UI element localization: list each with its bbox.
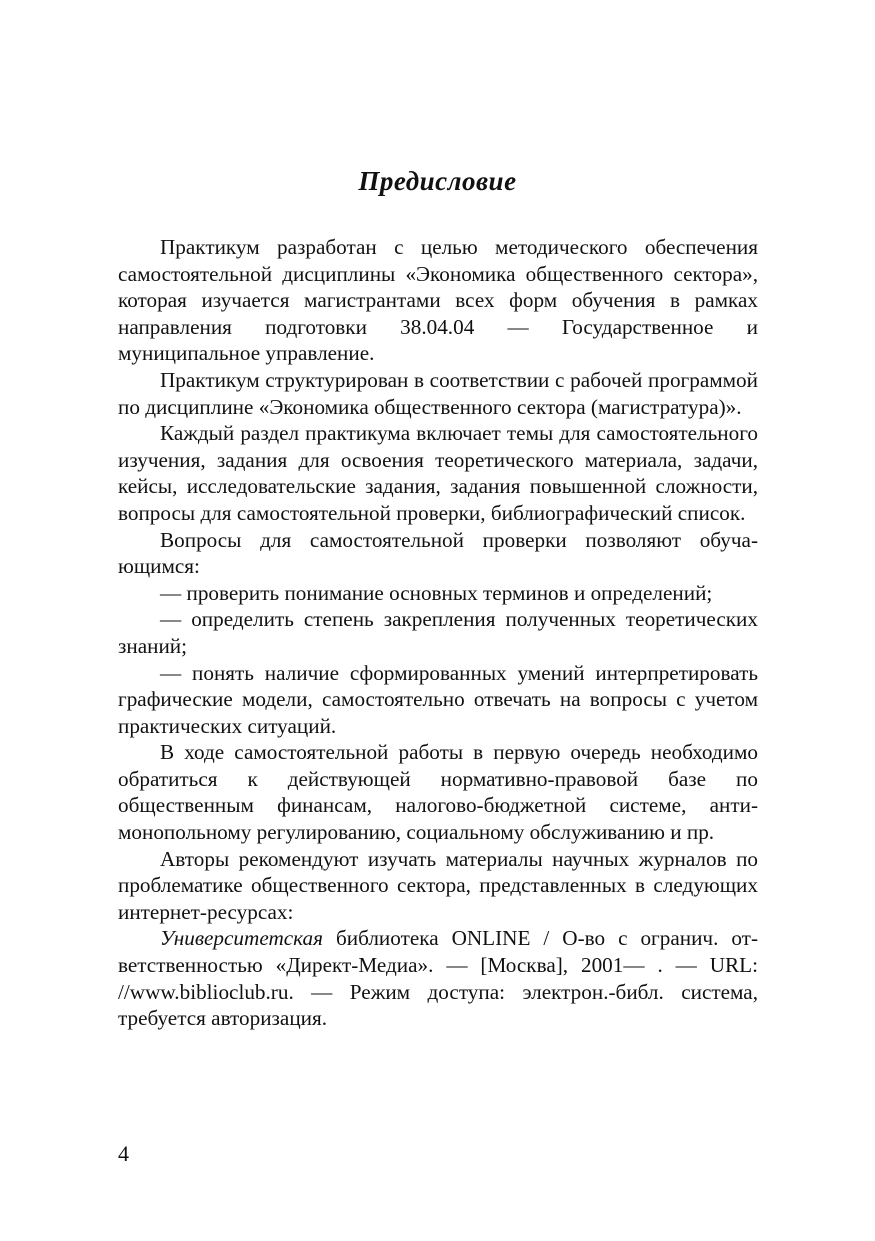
list-item-knowledge: — определить степень закрепления полученных теоретических знаний; <box>118 607 758 658</box>
paragraph-questions-intro: Вопросы для самостоятельной проверки позволяют обучающимся: <box>118 527 758 579</box>
page-number: 4 <box>118 1141 129 1166</box>
reference-entry <box>118 925 758 1031</box>
page-title: Предисловие <box>358 166 517 196</box>
reference-details: библиотека ONLINE / О-во с огранич. ответственностью «Директ-Медиа». — [Москва], 2001— . — URL: //www.biblioclub.ru. — Режим доступа: электрон.-библ. система, требуется авторизация. <box>118 926 758 1031</box>
list-item-skills: — понять наличие сформированных умений интерпретировать графические модели, самостоятельно отвечать на вопросы с учетом практических ситуаций. <box>118 660 758 738</box>
paragraph-journals: Авторы рекомендуют изучать материалы научных журналов по проблематике общественного сектора, представленных в следующих интернет-ресурсах: <box>118 846 758 924</box>
reference-italic-title: Университетская <box>160 926 323 951</box>
paragraph-legal-base: В ходе самостоятельной работы в первую очередь необходимо обратиться к действующей нормативно-правовой базе по общественным финансам, налогово-бюджетной системе, антимонопольному регулированию, социальному обслуживанию и пр. <box>118 740 758 845</box>
preface-body <box>118 234 758 1032</box>
paragraph-sections: Каждый раздел практикума включает темы для самостоятельного изучения, задания для освоения теоретического материала, задачи, кейсы, исследовательские задания, задания повышенной сложности, вопросы для самостоятельной проверки, библиографический список. <box>118 421 758 525</box>
paragraph-purpose: Практикум разработан с целью методического обеспечения самостоятельной дисциплины «Экономика общественного сектора», которая изучается магистрантами всех форм обучения в рамках направления подготовки 38.04.04 — Государственное и муниципальное управление. <box>118 235 758 366</box>
paragraph-structure: Практикум структурирован в соответствии с рабочей программой по дисциплине «Экономика общественного сектора (магистратура)». <box>118 367 758 419</box>
list-item-terms: — проверить понимание основных терминов и определений; <box>160 580 713 605</box>
